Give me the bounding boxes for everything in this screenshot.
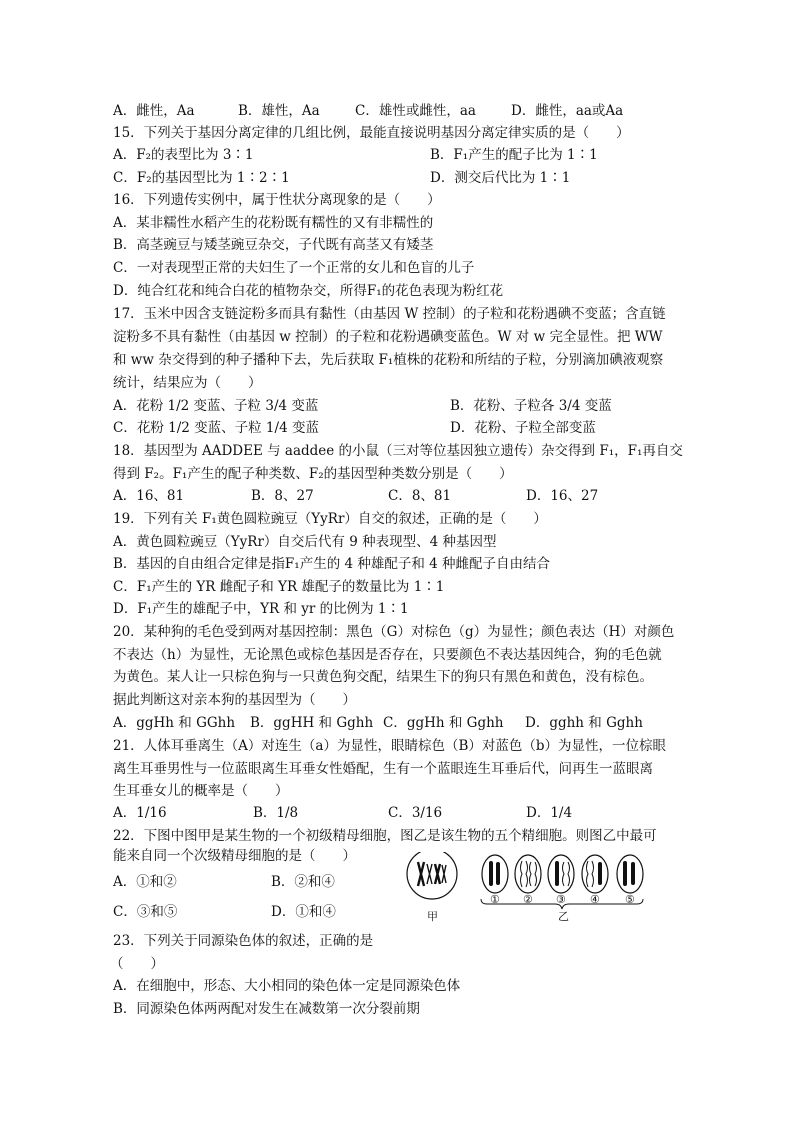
q17-stem-line1: 17．玉米中因含支链淀粉多而具有黏性（由基因 W 控制）的子粒和花粉遇碘不变蓝；含直链 <box>113 306 666 322</box>
q22-figure <box>405 852 670 924</box>
q15-option-d[interactable]: D．测交后代比为 1∶1 <box>430 170 571 186</box>
q20-stem-line4: 据此判断这对亲本狗的基因型为（ ） <box>113 692 356 708</box>
q18-option-d[interactable]: D．16、27 <box>526 488 599 504</box>
q23-stem-line2: （ ） <box>110 956 164 972</box>
q18-options <box>113 486 713 506</box>
q18-option-a[interactable]: A．16、81 <box>113 488 185 504</box>
q17-option-a[interactable]: A．花粉 1/2 变蓝、子粒 3/4 变蓝 <box>113 398 319 414</box>
q20-option-d[interactable]: D．gghh 和 Gghh <box>525 715 643 731</box>
q22-options-row2 <box>113 902 403 922</box>
cell-2 <box>515 855 541 893</box>
cell-number-1: ① <box>490 893 500 906</box>
q17-option-c[interactable]: C．花粉 1/2 变蓝、子粒 1/4 变蓝 <box>113 420 319 436</box>
q21-option-b[interactable]: B．1/8 <box>253 805 299 821</box>
q18-option-c[interactable]: C．8、81 <box>388 488 452 504</box>
cell-jia <box>407 852 457 899</box>
q22-option-c[interactable]: C．③和⑤ <box>113 904 178 920</box>
q15-stem: 15．下列关于基因分离定律的几组比例，最能直接说明基因分离定律实质的是（ ） <box>113 125 630 141</box>
q20-stem-line3: 为黄色。某人让一只棕色狗与一只黄色狗交配，结果生下的狗只有黑色和黄色，没有棕色。 <box>113 669 653 685</box>
q20-option-a[interactable]: A．ggHh 和 GGhh <box>113 715 236 731</box>
q15-options-row2 <box>113 168 713 188</box>
q21-option-d[interactable]: D．1/4 <box>526 805 573 821</box>
q21-stem-line3: 生耳垂女儿的概率是（ ） <box>113 783 289 799</box>
q20-option-b[interactable]: B．ggHH 和 Gghh <box>250 715 374 731</box>
q16-option-b[interactable]: B．高茎豌豆与矮茎豌豆杂交，子代既有高茎又有矮茎 <box>113 237 434 253</box>
q19-option-c[interactable]: C．F₁产生的 YR 雌配子和 YR 雄配子的数量比为 1∶1 <box>113 579 445 595</box>
q16-option-a[interactable]: A．某非糯性水稻产生的花粉既有糯性的又有非糯性的 <box>113 215 434 231</box>
q18-stem-line2: 得到 F₂。F₁产生的配子种类数、F₂的基因型种类数分别是（ ） <box>113 466 513 482</box>
q22-option-b[interactable]: B．②和④ <box>271 874 335 890</box>
q23-stem-line1: 23．下列关于同源染色体的叙述，正确的是 <box>113 933 374 949</box>
q23-option-a[interactable]: A．在细胞中，形态、大小相同的染色体一定是同源染色体 <box>113 978 461 994</box>
q20-stem-line2: 不表达（h）为显性，无论黑色或棕色基因是否存在，只要颜色不表达基因纯合，狗的毛色就 <box>113 647 662 663</box>
q20-option-c[interactable]: C．ggHh 和 Gghh <box>383 715 504 731</box>
q19-option-d[interactable]: D．F₁产生的雄配子中，YR 和 yr 的比例为 1∶1 <box>113 601 409 617</box>
q15-options-row1 <box>113 145 713 165</box>
q22-stem-line1: 22．下图中图甲是某生物的一个初级精母细胞，图乙是该生物的五个精细胞。则图乙中最可 <box>113 828 657 844</box>
q17-stem-line2: 淀粉多不具有黏性（由基因 w 控制）的子粒和花粉遇碘变蓝色。W 对 w 完全显性。把 WW <box>113 329 663 345</box>
q19-option-b[interactable]: B．基因的自由组合定律是指F₁产生的 4 种雄配子和 4 种雌配子自由结合 <box>113 556 551 572</box>
q14-option-c[interactable]: C．雄性或雌性，aa <box>355 103 476 119</box>
q14-option-a[interactable]: A．雌性，Aa <box>113 103 195 119</box>
q16-stem: 16．下列遗传实例中，属于性状分离现象的是（ ） <box>113 192 441 208</box>
cell-5 <box>617 855 643 893</box>
q17-options-row2 <box>113 418 713 438</box>
cell-4 <box>582 855 608 893</box>
cell-number-2: ② <box>523 893 533 906</box>
q18-option-b[interactable]: B．8、27 <box>251 488 314 504</box>
q21-options <box>113 803 713 823</box>
q15-option-c[interactable]: C．F₂的基因型比为 1∶2∶1 <box>113 170 290 186</box>
cell-1 <box>482 855 508 893</box>
q22-option-a[interactable]: A．①和② <box>113 874 177 890</box>
q16-option-d[interactable]: D．纯合红花和纯合白花的植物杂交，所得F₁的花色表现为粉红花 <box>113 283 504 299</box>
q17-option-b[interactable]: B．花粉、子粒各 3/4 变蓝 <box>450 398 612 414</box>
q23-option-b[interactable]: B．同源染色体两两配对发生在减数第一次分裂前期 <box>113 1001 420 1017</box>
q14-option-b[interactable]: B．雄性，Aa <box>238 103 320 119</box>
q21-option-a[interactable]: A．1/16 <box>113 805 167 821</box>
q15-option-b[interactable]: B．F₁产生的配子比为 1∶1 <box>430 147 598 163</box>
fig-label-jia: 甲 <box>427 910 438 923</box>
cell-number-5: ⑤ <box>625 893 635 906</box>
cell-number-4: ④ <box>590 893 600 906</box>
q22-option-d[interactable]: D．①和④ <box>271 904 336 920</box>
q14-option-d[interactable]: D．雌性，aa或Aa <box>511 103 624 119</box>
q19-stem: 19．下列有关 F₁黄色圆粒豌豆（YyRr）自交的叙述，正确的是（ ） <box>113 511 547 527</box>
q21-stem-line2: 离生耳垂男性与一位蓝眼离生耳垂女性婚配，生有一个蓝眼连生耳垂后代，问再生一蓝眼离 <box>113 761 653 777</box>
q16-option-c[interactable]: C．一对表现型正常的夫妇生了一个正常的女儿和色盲的儿子 <box>113 260 475 276</box>
q17-stem-line3: 和 ww 杂交得到的种子播种下去，先后获取 F₁植株的花粉和所结的子粒，分别滴加碘液观察 <box>113 352 664 368</box>
q17-stem-line4: 统计，结果应为（ ） <box>113 375 262 391</box>
q22-options-row1 <box>113 872 403 892</box>
q21-option-c[interactable]: C．3/16 <box>388 805 443 821</box>
q22-stem-line2: 能来自同一个次级精母细胞的是（ ） <box>113 848 356 864</box>
q14-options <box>113 101 713 121</box>
q20-options <box>113 713 713 733</box>
fig-label-yi: 乙 <box>558 910 569 923</box>
q15-option-a[interactable]: A．F₂的表型比为 3∶1 <box>113 147 254 163</box>
q19-option-a[interactable]: A．黄色圆粒豌豆（YyRr）自交后代有 9 种表现型、4 种基因型 <box>113 534 497 550</box>
q18-stem-line1: 18．基因型为 AADDEE 与 aaddee 的小鼠（三对等位基因独立遗传）杂交得到 F₁，F₁再自交 <box>113 443 683 459</box>
cell-diagram <box>405 852 670 924</box>
q21-stem-line1: 21．人体耳垂离生（A）对连生（a）为显性，眼睛棕色（B）对蓝色（b）为显性，一位棕眼 <box>113 738 667 754</box>
q17-option-d[interactable]: D．花粉、子粒全部变蓝 <box>450 420 596 436</box>
q20-stem-line1: 20．某种狗的毛色受到两对基因控制：黑色（G）对棕色（g）为显性；颜色表达（H）对颜色 <box>113 624 675 640</box>
cell-number-3: ③ <box>556 893 566 906</box>
cell-3 <box>548 855 574 893</box>
q17-options-row1 <box>113 396 713 416</box>
